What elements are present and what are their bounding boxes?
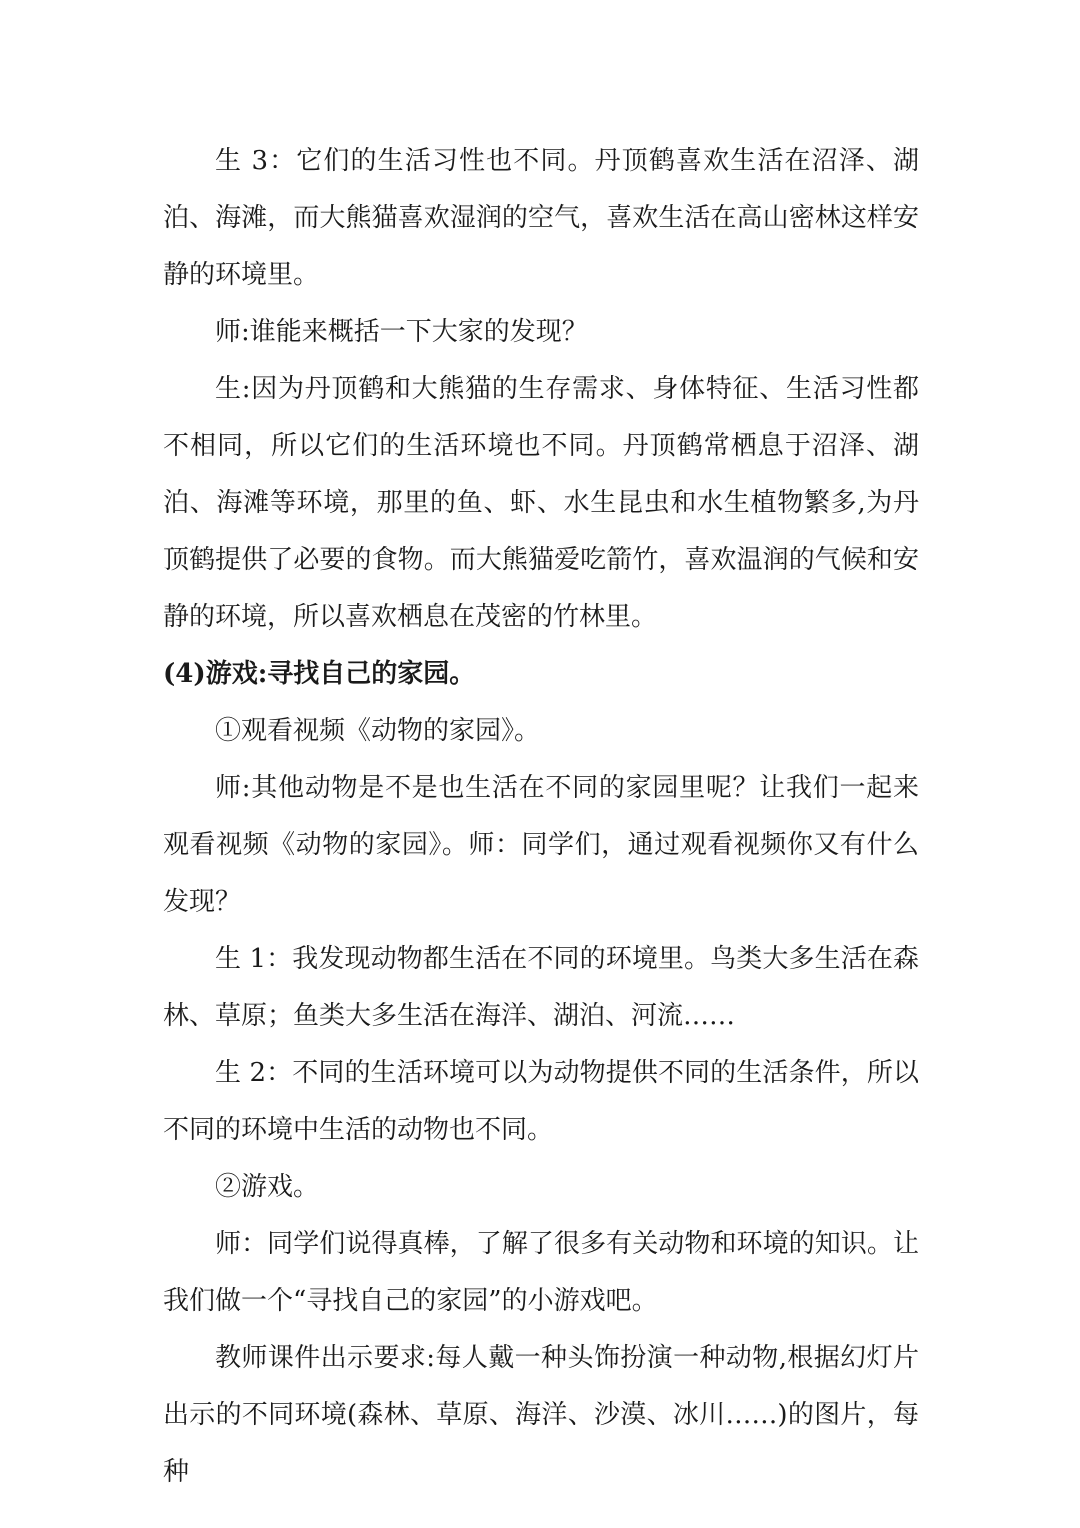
paragraph-teacher-summarize-question: 师:谁能来概括一下大家的发现？	[215, 317, 588, 347]
paragraph-game-label: ②游戏。	[215, 1172, 320, 1202]
section-heading-game: (4)游戏:寻找自己的家园。	[163, 659, 476, 689]
paragraph-teacher-requirements: 教师课件出示要求:每人戴一种头饰扮演一种动物,根据幻灯片出示的不同环境(森林、草原、海洋、沙漠、冰川……)的图片，每种	[163, 1343, 919, 1487]
paragraph-teacher-video-question: 师:其他动物是不是也生活在不同的家园里呢？让我们一起来观看视频《动物的家园》。师：同学们，通过观看视频你又有什么发现？	[163, 773, 919, 917]
paragraph-teacher-game-intro: 师：同学们说得真棒，了解了很多有关动物和环境的知识。让我们做一个“寻找自己的家园”的小游戏吧。	[163, 1229, 919, 1316]
paragraph-student-summary: 生:因为丹顶鹤和大熊猫的生存需求、身体特征、生活习性都不相同，所以它们的生活环境也不同。丹顶鹤常栖息于沼泽、湖泊、海滩等环境，那里的鱼、虾、水生昆虫和水生植物繁多,为丹顶鹤提供了必要的食物。而大熊猫爱吃箭竹，喜欢温润的气候和安静的环境，所以喜欢栖息在茂密的竹林里。	[163, 374, 919, 632]
paragraph-student-2-findings: 生 2：不同的生活环境可以为动物提供不同的生活条件，所以不同的环境中生活的动物也不同。	[163, 1058, 919, 1145]
paragraph-student-3-habits: 生 3：它们的生活习性也不同。丹顶鹤喜欢生活在沼泽、湖泊、海滩，而大熊猫喜欢湿润的空气，喜欢生活在高山密林这样安静的环境里。	[163, 146, 919, 290]
paragraph-watch-video: ①观看视频《动物的家园》。	[215, 716, 541, 746]
paragraph-student-1-findings: 生 1：我发现动物都生活在不同的环境里。鸟类大多生活在森林、草原；鱼类大多生活在海洋、湖泊、河流……	[163, 944, 919, 1031]
document-body	[163, 133, 919, 1501]
